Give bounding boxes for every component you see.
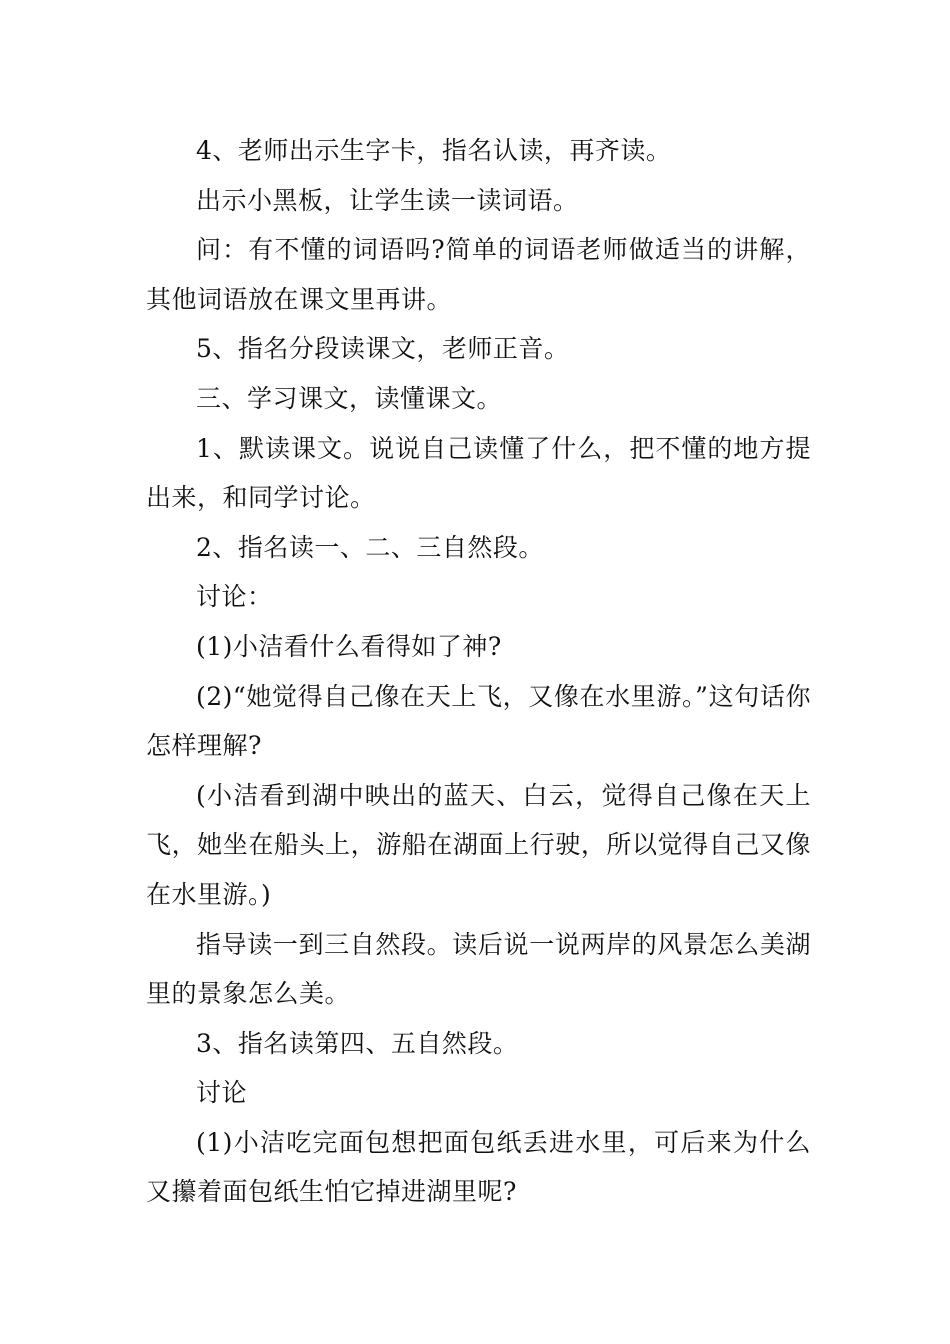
paragraph-answer-q2: (小洁看到湖中映出的蓝天、白云，觉得自己像在天上飞，她坐在船头上，游船在湖面上行驶，所以觉得自己又像在水里游。) xyxy=(146,780,811,909)
paragraph-discussion-q1: (1)小洁看什么看得如了神? xyxy=(196,631,502,661)
paragraph-discussion-label-2: 讨论 xyxy=(196,1078,248,1108)
paragraph-blackboard: 出示小黑板，让学生读一读词语。 xyxy=(196,185,579,215)
paragraph-discussion-q1-b: (1)小洁吃完面包想把面包纸丢进水里，可后来为什么又攥着面包纸生怕它掉进湖里呢? xyxy=(146,1127,811,1207)
paragraph-step-1: 1、默读课文。说说自己读懂了什么，把不懂的地方提出来，和同学讨论。 xyxy=(146,433,811,513)
paragraph-discussion-q2: (2)“她觉得自己像在天上飞，又像在水里游。”这句话你怎样理解? xyxy=(146,681,811,761)
paragraph-discussion-label: 讨论： xyxy=(196,582,273,612)
paragraph-step-4: 4、老师出示生字卡，指名认读，再齐读。 xyxy=(196,136,672,165)
paragraph-step-3: 3、指名读第四、五自然段。 xyxy=(196,1028,519,1058)
paragraph-guided-reading: 指导读一到三自然段。读后说一说两岸的风景怎么美湖里的景象怎么美。 xyxy=(146,929,811,1009)
paragraph-step-2: 2、指名读一、二、三自然段。 xyxy=(196,532,544,562)
document-body xyxy=(146,126,811,1217)
paragraph-step-5: 5、指名分段读课文，老师正音。 xyxy=(196,334,570,364)
paragraph-question-words: 问：有不懂的词语吗?简单的词语老师做适当的讲解，其他词语放在课文里再讲。 xyxy=(146,235,811,314)
section-heading-3: 三、学习课文，读懂课文。 xyxy=(196,383,503,413)
